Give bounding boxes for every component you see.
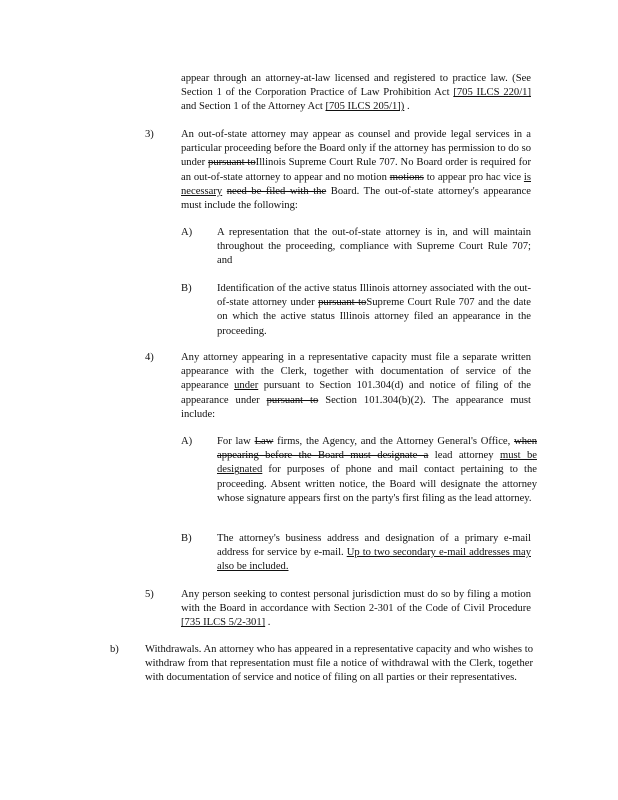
citation-underlined: [705 ILCS 220/1] bbox=[453, 87, 531, 99]
struck-text: pursuant to bbox=[318, 297, 367, 309]
text: lead attorney bbox=[428, 450, 500, 462]
item-4b-label: B) bbox=[181, 533, 192, 544]
text: Any person seeking to contest personal jurisdiction must do so by filing a motion with the Board in accordance with Section 2-301 of the Code of Civil Procedure bbox=[181, 589, 531, 615]
text: Illinois Supreme Court Rule 707. No Board order is required for an out-of-state attorney to appear and no motion bbox=[181, 157, 531, 183]
item-4a-label: A) bbox=[181, 436, 193, 447]
inserted-text: is necessary bbox=[181, 171, 531, 197]
inserted-text: must be designated bbox=[217, 450, 537, 476]
text: . bbox=[265, 617, 271, 629]
item-3a-paragraph: A representation that the out-of-state attorney is in, and will maintain throughout the proceeding, compliance with Supreme Court Rule 707; and bbox=[217, 227, 531, 267]
text: . bbox=[404, 101, 410, 113]
item-3-paragraph bbox=[181, 128, 531, 213]
struck-text: Law bbox=[254, 436, 274, 447]
text: appear through an attorney-at-law licensed and registered to practice law. (See Section 1 of the Corporation Practice of Law Prohibition Act bbox=[181, 73, 531, 99]
text: to appear pro hac vice bbox=[423, 171, 524, 183]
item-3a-label: A) bbox=[181, 227, 193, 238]
item-4-label: 4) bbox=[145, 352, 154, 363]
inserted-text: under bbox=[234, 380, 259, 392]
text: Section 101.304(b)(2). The appearance must include: bbox=[181, 394, 531, 420]
item-4a-paragraph bbox=[217, 435, 537, 506]
struck-text: pursuant to bbox=[266, 394, 319, 406]
struck-text: need be filed with the bbox=[226, 185, 327, 197]
text: pursuant to Section 101.304(d) and notice of filing of the appearance under bbox=[181, 380, 531, 406]
text: for purposes of phone and mail contact pertaining to the proceeding. Absent written notice, the Board will designate the attorney whose signature appears first on the party's first filing as the lead attorney. bbox=[217, 464, 537, 504]
struck-text: when appearing before the Board must designate a bbox=[217, 436, 537, 462]
item-5-paragraph bbox=[181, 588, 531, 631]
text: Supreme Court Rule 707 and the date on which the active status Illinois attorney filed an appearance in the proceeding. bbox=[217, 297, 531, 337]
item-4-paragraph bbox=[181, 351, 531, 422]
text: Identification of the active status Illinois attorney associated with the out-of-state attorney under bbox=[217, 283, 531, 309]
text: Any attorney appearing in a representative capacity must file a separate written appearance with the Clerk, together with documentation of service of the appearance bbox=[181, 352, 531, 392]
item-3b-label: B) bbox=[181, 283, 192, 294]
text: For law bbox=[217, 436, 255, 447]
text: Board. The out-of-state attorney's appearance must include the following: bbox=[181, 185, 532, 212]
continuation-paragraph bbox=[181, 72, 531, 115]
text: firms, the Agency, and the Attorney General's Office, bbox=[273, 436, 515, 447]
item-3b-paragraph bbox=[217, 282, 531, 339]
item-b-paragraph: Withdrawals. An attorney who has appeared in a representative capacity and who wishes to withdraw from that representation must file a notice of withdrawal with the Clerk, together with documentation of service and notice of filing on all parties or their representatives. bbox=[145, 644, 533, 684]
inserted-text: Up to two secondary e-mail addresses may also be included. bbox=[217, 547, 531, 573]
item-b-label: b) bbox=[110, 644, 119, 655]
text: and Section 1 of the Attorney Act bbox=[181, 101, 326, 113]
struck-text: motions bbox=[389, 171, 424, 183]
text: The attorney's business address and designation of a primary e-mail address for service by e-mail. bbox=[217, 533, 531, 559]
citation-underlined: [735 ILCS 5/2-301] bbox=[181, 617, 266, 629]
item-3-label: 3) bbox=[145, 129, 154, 140]
text: An out-of-state attorney may appear as counsel and provide legal services in a particular proceeding before the Board only if the attorney has permission to do so under bbox=[181, 129, 531, 169]
citation-underlined: [705 ILCS 205/1]) bbox=[325, 101, 405, 113]
item-4b-paragraph bbox=[217, 532, 531, 575]
item-5-label: 5) bbox=[145, 589, 154, 600]
struck-text: pursuant to bbox=[208, 157, 256, 169]
